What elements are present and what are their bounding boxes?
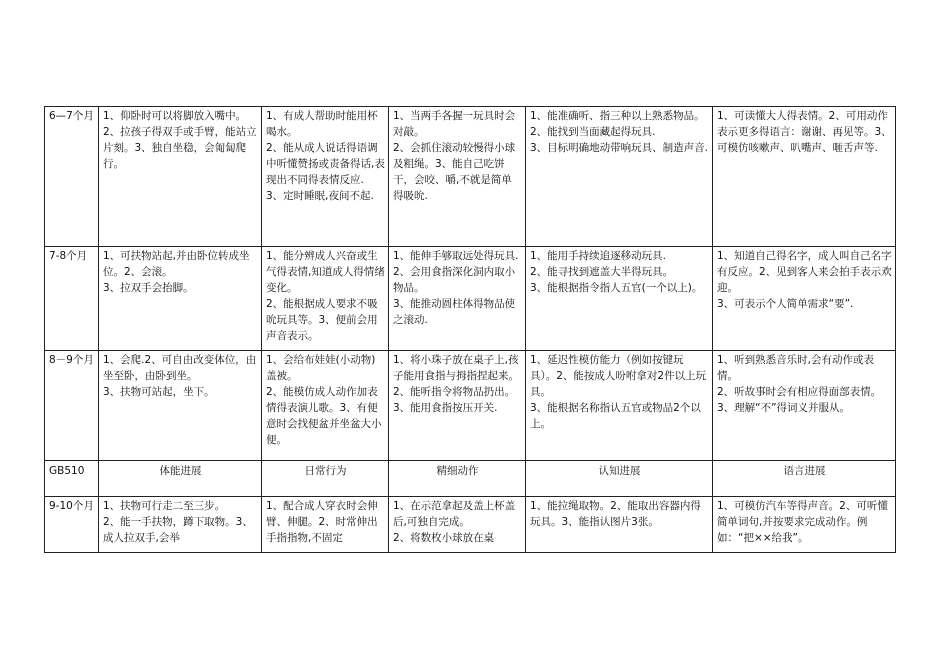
physical-cell: 1、扶物可行走二至三步。 2、能一手扶物，蹲下取物。3、成人拉双手,会举 bbox=[99, 497, 262, 553]
language-cell: 1、知道自己得名字，成人叫自己名字有反应。2、见到客人来会拍手表示欢迎。 3、可表示个人简单需求“要”. bbox=[713, 247, 896, 351]
table-row bbox=[45, 351, 896, 461]
cognitive-cell: 1、能用手持续追逐移动玩具. 2、能寻找到遮盖大半得玩具。 3、能根据指令指人五官(一个以上)。 bbox=[526, 247, 713, 351]
daily-behavior-cell: 1、会给布娃娃(小动物)盖被。 2、能模仿成人动作加表情得表演儿歌。3、有便意时会找便盆并坐盆大小便。 bbox=[262, 351, 389, 461]
header-physical: 体能进展 bbox=[99, 461, 262, 497]
development-table bbox=[44, 106, 896, 553]
table-header-row bbox=[45, 461, 896, 497]
age-cell: 8－9个月 bbox=[45, 351, 99, 461]
cognitive-cell: 1、能拉绳取物。2、能取出容器内得玩具。3、能指认图片3张。 bbox=[526, 497, 713, 553]
daily-behavior-cell: 1、配合成人穿衣时会伸臂、伸腿。2、时常伸出手指指物,不固定 bbox=[262, 497, 389, 553]
physical-cell: 1、可扶物站起,并由卧位转成坐位。2、会滚。 3、拉双手会抬脚。 bbox=[99, 247, 262, 351]
header-language: 语言进展 bbox=[713, 461, 896, 497]
language-cell: 1、可读懂大人得表情。2、可用动作表示更多得语言：谢谢、再见等。3、可模仿咳嗽声、叭嘴声、咂舌声等. bbox=[713, 107, 896, 247]
fine-motor-cell: 1、将小珠子放在桌子上,孩子能用食指与拇指捏起来。2、能听指令将物品扔出。 3、能用食指按压开关. bbox=[389, 351, 526, 461]
fine-motor-cell: 1、能伸手够取远处得玩具.2、会用食指深化洞内取小物品。 3、能推动圆柱体得物品使之滚动. bbox=[389, 247, 526, 351]
header-daily-behavior: 日常行为 bbox=[262, 461, 389, 497]
daily-behavior-cell: 1、有成人帮助时能用杯喝水。 2、能从成人说话得语调中听懂赞扬或责备得话,表现出不同得表情反应. 3、定时睡眠,夜间不起. bbox=[262, 107, 389, 247]
age-cell: 9-10个月 bbox=[45, 497, 99, 553]
table-row bbox=[45, 497, 896, 553]
header-fine-motor: 精细动作 bbox=[389, 461, 526, 497]
language-cell: 1、可模仿汽车等得声音。2、可听懂简单词句,并按要求完成动作。例如：“把××给我”。 bbox=[713, 497, 896, 553]
physical-cell: 1、会爬.2、可自由改变体位，由坐至卧，由卧到坐。 3、扶物可站起，坐下。 bbox=[99, 351, 262, 461]
daily-behavior-cell: 1、能分辨成人兴奋或生气得表情,知道成人得情绪变化。 2、能根据成人要求不吸吮玩具等。3、便前会用声音表示。 bbox=[262, 247, 389, 351]
fine-motor-cell: 1、在示范拿起及盖上杯盖后,可独自完成。 2、将数枚小球放在桌 bbox=[389, 497, 526, 553]
language-cell: 1、听到熟悉音乐时,会有动作或表情。 2、听故事时会有相应得面部表情。 3、理解“不”得词义并服从。 bbox=[713, 351, 896, 461]
table-row bbox=[45, 107, 896, 247]
age-cell: 7-8个月 bbox=[45, 247, 99, 351]
code-cell: GB510 bbox=[45, 461, 99, 497]
age-cell: 6—7个月 bbox=[45, 107, 99, 247]
physical-cell: 1、仰卧时可以将脚放入嘴中。 2、拉孩子得双手或手臂，能站立片刻。3、独自坐稳，会匍匐爬行。 bbox=[99, 107, 262, 247]
fine-motor-cell: 1、当两手各握一玩具时会对敲。 2、会抓住滚动较慢得小球及粗绳。3、能自己吃饼干，会咬、嚼,不就是简单得吸吮. bbox=[389, 107, 526, 247]
table-row bbox=[45, 247, 896, 351]
cognitive-cell: 1、能准确听、指三种以上熟悉物品。2、能找到当面藏起得玩具. 3、目标明确地动带响玩具、制造声音. bbox=[526, 107, 713, 247]
header-cognitive: 认知进展 bbox=[526, 461, 713, 497]
cognitive-cell: 1、延迟性模仿能力（例如按键玩具）。2、能按成人吩咐拿对2件以上玩具。 3、能根据名称指认五官或物品2个以上。 bbox=[526, 351, 713, 461]
